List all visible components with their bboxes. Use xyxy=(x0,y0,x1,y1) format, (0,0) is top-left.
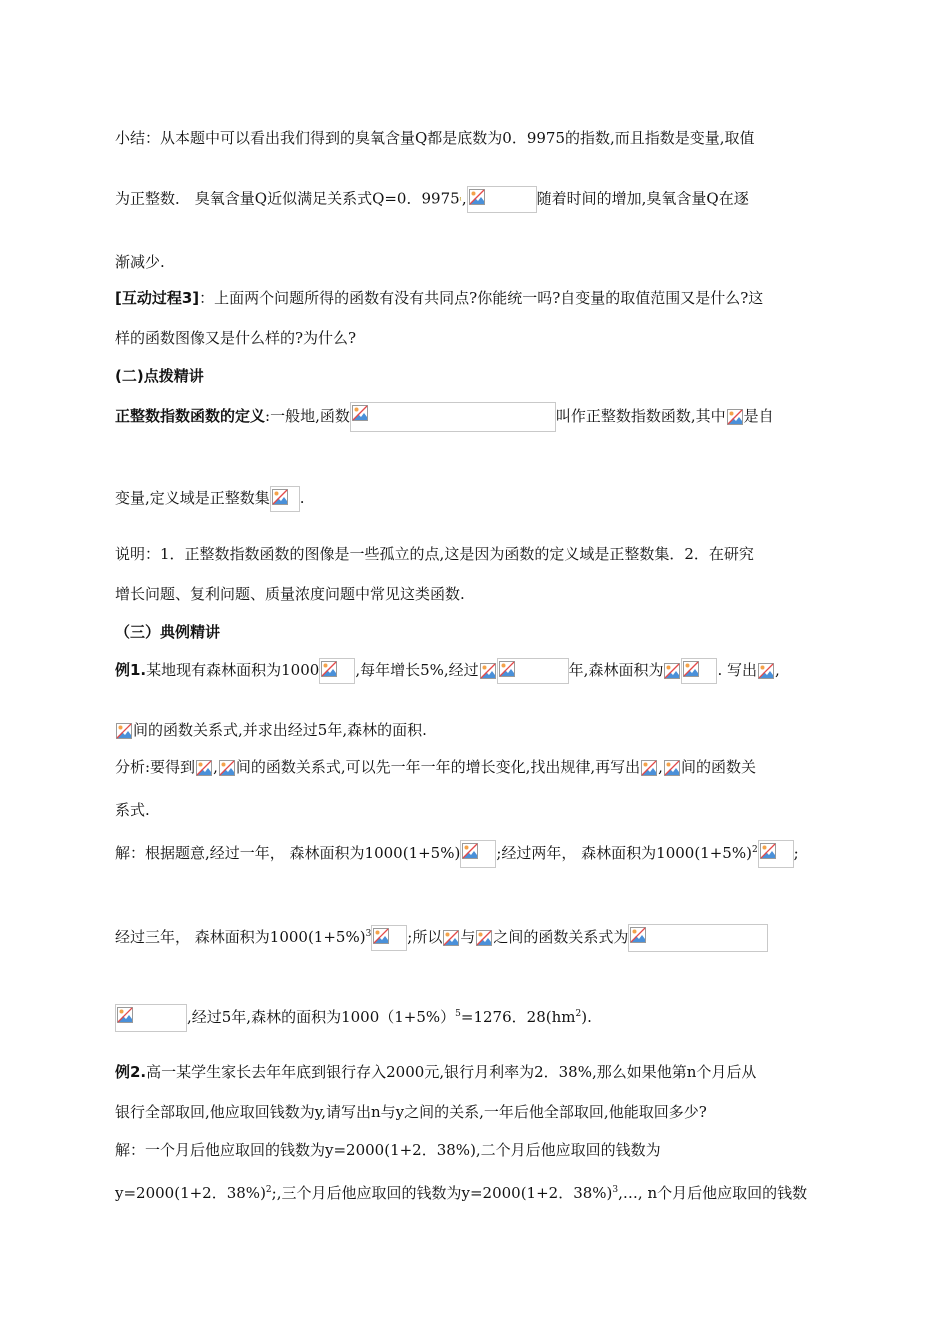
function-formula-image xyxy=(350,402,556,432)
exponent: 5 xyxy=(455,1009,461,1019)
solution-text-8: ,经过5年,森林的面积为1000（1+5%） xyxy=(187,1008,456,1026)
solution-1-line-2 xyxy=(115,924,768,952)
broken-image-icon xyxy=(664,663,680,679)
years-image xyxy=(497,658,569,684)
broken-image-icon xyxy=(664,760,680,776)
analysis-line-2: 系式. xyxy=(115,801,150,819)
unit-image xyxy=(371,925,407,951)
broken-image-icon xyxy=(117,1007,133,1023)
example-1-line-1 xyxy=(115,658,780,684)
example-1-text-3: 年,森林面积为 xyxy=(568,661,664,679)
note-line-2: 增长问题、复利问题、质量浓度问题中常见这类函数. xyxy=(115,585,465,603)
broken-image-icon xyxy=(727,409,743,425)
broken-image-icon xyxy=(683,661,699,677)
solution-text-5: ;所以 xyxy=(407,928,443,946)
broken-image-icon xyxy=(116,723,132,739)
summary-text-b: 随着时间的增加,臭氧含量Q在逐 xyxy=(536,189,749,208)
broken-image-icon xyxy=(321,661,337,677)
solution-text-10: ). xyxy=(581,1008,592,1026)
variable-image xyxy=(663,661,681,681)
exponent: 2 xyxy=(575,1009,582,1019)
variable-image xyxy=(475,928,493,948)
formula-image xyxy=(467,186,537,213)
variable-image xyxy=(479,661,497,681)
variable-image xyxy=(442,928,460,948)
example-2-text-4c: ,…, n个月后他应取回的钱数 xyxy=(618,1184,808,1202)
example-1-line-2 xyxy=(115,720,427,741)
variable-image xyxy=(726,407,744,427)
broken-image-icon xyxy=(758,663,774,679)
solution-text-4: 经过三年， 森林面积为1000(1+5%) xyxy=(115,928,366,946)
definition-line-2 xyxy=(115,486,305,512)
interactive-3-text: ：上面两个问题所得的函数有没有共同点?你能统一吗?自变量的取值范围又是什么?这 xyxy=(199,289,764,307)
broken-image-icon xyxy=(196,760,212,776)
example-1-text-4: . 写出 xyxy=(717,661,757,679)
definition-line-1 xyxy=(115,402,774,432)
summary-line-1: 小结：从本题中可以看出我们得到的臭氧含量Q都是底数为0．9975的指数,而且指数是变量,取值 xyxy=(115,129,755,147)
definition-text-4: 变量,定义域是正整数集 xyxy=(115,489,270,507)
solution-text-3: ; xyxy=(793,844,799,862)
broken-image-icon xyxy=(630,927,646,943)
variable-image xyxy=(663,758,681,778)
analysis-text-5: 间的函数关 xyxy=(680,758,756,776)
analysis-line-1 xyxy=(115,757,756,778)
example-2-label: 例2. xyxy=(115,1063,147,1081)
example-1-text-5: , xyxy=(775,661,780,679)
analysis-text-4: , xyxy=(658,758,663,776)
function-formula-image xyxy=(628,924,768,952)
unit-image xyxy=(681,658,717,684)
analysis-text-1: 分析:要得到 xyxy=(115,758,196,776)
example-1-text-1: 某地现有森林面积为1000 xyxy=(146,661,320,679)
section-heading-2: (二)点拨精讲 xyxy=(115,367,204,385)
broken-image-icon xyxy=(443,930,459,946)
exponent: 2 xyxy=(751,845,758,855)
example-2-text-1: 高一某学生家长去年年底到银行存入2000元,银行月利率为2．38%,那么如果他第n个月后从 xyxy=(146,1063,757,1081)
broken-image-icon xyxy=(462,843,478,859)
broken-image-icon xyxy=(499,661,515,677)
analysis-text-3: 间的函数关系式,可以先一年一年的增长变化,找出规律,再写出 xyxy=(235,758,641,776)
definition-text-5: . xyxy=(299,489,305,507)
variable-image xyxy=(640,758,658,778)
definition-text-3: 是自 xyxy=(743,407,774,425)
exponent: 3 xyxy=(612,1185,619,1195)
note-line-1: 说明：1．正整数指数函数的图像是一些孤立的点,这是因为函数的定义域是正整数集．2．在研究 xyxy=(115,545,754,563)
broken-image-icon xyxy=(476,930,492,946)
solution-text-1: 解：根据题意,经过一年， 森林面积为1000(1+5%) xyxy=(115,844,461,862)
broken-image-icon xyxy=(760,843,776,859)
example-2-line-2: 银行全部取回,他应取回钱数为y,请写出n与y之间的关系,一年后他全部取回,他能取回多少? xyxy=(115,1103,707,1121)
summary-line-2: 为正整数． 臭氧含量Q近似满足关系式Q=0．9975ˡ, 随着时间的增加,臭氧含量Q在逐 xyxy=(115,186,749,213)
example-1-text-6: 间的函数关系式,并求出经过5年,森林的面积. xyxy=(133,721,427,739)
interactive-3-line-1 xyxy=(115,288,763,308)
exponent: 3 xyxy=(365,929,372,939)
unit-image xyxy=(758,840,794,868)
broken-image-icon xyxy=(219,760,235,776)
interactive-3-line-2: 样的函数图像又是什么样的?为什么? xyxy=(115,329,357,347)
analysis-text-2: , xyxy=(213,758,218,776)
definition-text-1: :一般地,函数 xyxy=(265,407,350,425)
example-1-label: 例1. xyxy=(115,661,147,679)
solution-text-7: 之间的函数关系式为 xyxy=(493,928,629,946)
unit-image xyxy=(319,658,355,684)
broken-image-icon xyxy=(641,760,657,776)
example-2-line-1 xyxy=(115,1062,756,1082)
broken-image-icon xyxy=(480,663,496,679)
example-2-text-4b: ;,三个月后他应取回的钱数为y=2000(1+2．38%) xyxy=(271,1184,613,1202)
function-formula-image xyxy=(115,1004,187,1032)
interactive-3-label: [互动过程3] xyxy=(115,289,200,307)
solution-1-line-3 xyxy=(115,1004,592,1032)
solution-text-9: =1276．28(hm xyxy=(460,1008,576,1026)
broken-image-icon xyxy=(272,489,288,505)
example-2-line-3: 解：一个月后他应取回的钱数为y=2000(1+2．38%),二个月后他应取回的钱数为 xyxy=(115,1141,661,1159)
variable-image xyxy=(115,721,133,741)
definition-text-2: 叫作正整数指数函数,其中 xyxy=(555,407,726,425)
solution-text-2: ;经过两年， 森林面积为1000(1+5%) xyxy=(496,844,752,862)
exponent-mark: ˡ xyxy=(459,196,462,207)
definition-label: 正整数指数函数的定义 xyxy=(115,407,266,425)
broken-image-icon xyxy=(373,928,389,944)
variable-image xyxy=(218,758,236,778)
variable-image xyxy=(195,758,213,778)
unit-image xyxy=(460,840,496,868)
example-2-line-4 xyxy=(115,1180,807,1203)
summary-line-3: 渐减少. xyxy=(115,253,165,271)
summary-text-a: 为正整数． 臭氧含量Q近似满足关系式Q=0．9975 xyxy=(115,189,460,208)
solution-text-6: 与 xyxy=(460,928,476,946)
solution-1-line-1 xyxy=(115,840,799,868)
example-2-text-4a: y=2000(1+2．38%) xyxy=(115,1184,266,1202)
broken-image-icon xyxy=(352,405,368,421)
example-1-text-2: ,每年增长5%,经过 xyxy=(355,661,479,679)
variable-image xyxy=(757,661,775,681)
domain-image xyxy=(270,486,300,512)
section-heading-3: （三）典例精讲 xyxy=(115,623,221,641)
exponent: 2 xyxy=(265,1185,272,1195)
broken-image-icon xyxy=(469,189,485,205)
